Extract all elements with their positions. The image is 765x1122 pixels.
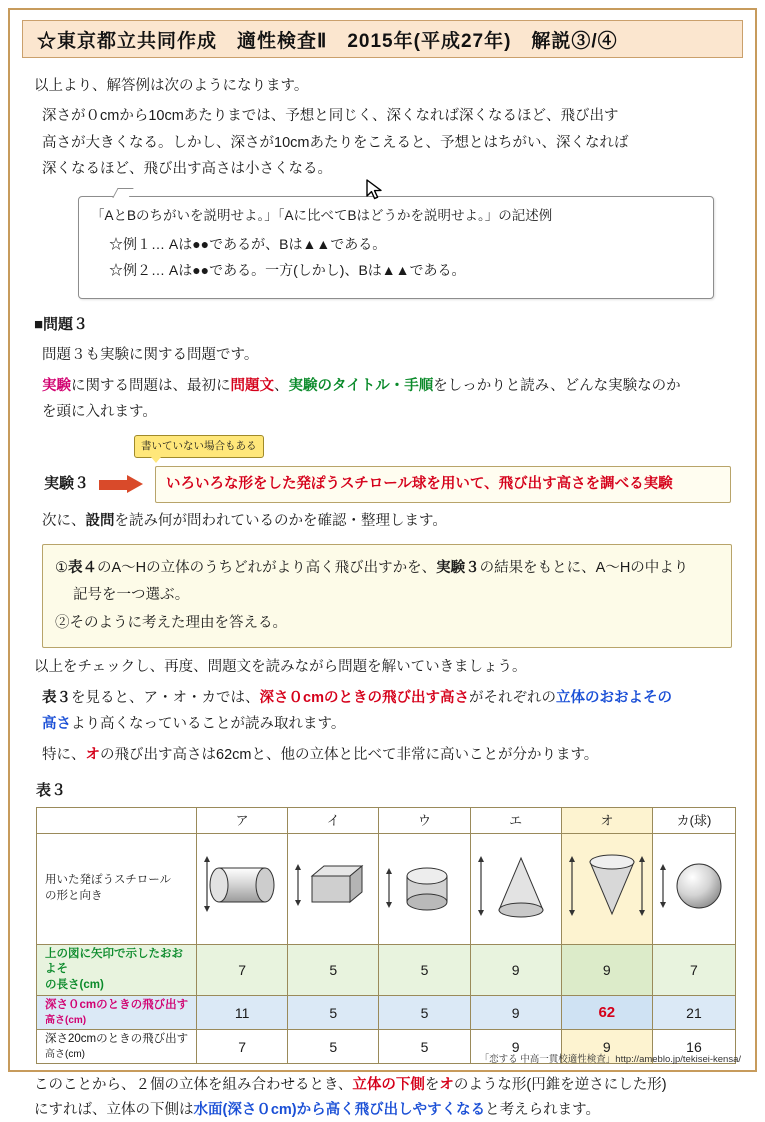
row-label-depth0 [37, 996, 197, 1030]
row1-value-o: 9 [561, 944, 652, 996]
row-label-depth20 [37, 1030, 197, 1064]
shape-cell-rectangular-prism [288, 833, 379, 944]
shape-cell-cone-down [561, 833, 652, 944]
cl-frag3: のような形(円錐を逆さにした形) [453, 1077, 667, 1094]
row2-value-ka: 21 [652, 996, 735, 1030]
sphere-icon [655, 836, 735, 936]
problem3-line-3: を頭に入れます。 [42, 404, 157, 421]
table-header-row [37, 807, 736, 833]
cylinder-vertical-icon [381, 836, 469, 936]
shape-cell-sphere [652, 833, 735, 944]
experiment3-row [44, 466, 731, 503]
keyword-question-text: 問題文 [230, 377, 274, 394]
problem3-line-1: 問題３も実験に関する問題です。 [42, 347, 259, 364]
header-cell-e: エ [470, 807, 561, 833]
document-page [8, 8, 757, 1118]
table-row-depth0 [37, 996, 736, 1030]
closing-line-2 [34, 1099, 731, 1122]
row1-value-i: 5 [288, 944, 379, 996]
ab-frag2: がそれぞれの [468, 689, 556, 706]
ab-frag5: の飛び出す高さは62cmと、他の立体と比べて非常に高いことが分かります。 [100, 746, 599, 763]
after-box-line-4 [42, 744, 731, 767]
ab-frag4: 特に、 [42, 746, 86, 763]
shape-cell-cylinder-horizontal [197, 833, 288, 944]
rectangular-prism-icon [290, 836, 378, 936]
after-box-line-3 [42, 713, 731, 736]
ref-table3: 表３ [42, 689, 71, 706]
row1-value-e: 9 [470, 944, 561, 996]
intro-line-1: 以上より、解答例は次のようになります。 [34, 78, 309, 94]
row2-label-main: 深さ０cmのときの飛び出す [45, 999, 189, 1012]
row2-value-e: 9 [470, 996, 561, 1030]
row2-value-i: 5 [288, 996, 379, 1030]
document-body [10, 58, 755, 1122]
header-cell-i: イ [288, 807, 379, 833]
row1-value-a: 7 [197, 944, 288, 996]
ab-frag1: を見ると、ア・オ・カでは、 [71, 689, 260, 706]
row3-value-a: 7 [197, 1030, 288, 1064]
highlight-solid-height-2: 高さ [42, 716, 71, 733]
q1-frag1: のA～Hの立体のうちどれがより高く飛び出すかを、 [97, 559, 437, 576]
quote-box-heading: 「AとBのちがいを説明せよ。」「Aに比べてBはどうかを説明せよ。」の記述例 [91, 207, 553, 223]
question-item-1-cont: 記号を一つ選ぶ。 [73, 587, 190, 604]
problem3-line-4 [42, 510, 731, 533]
question-summary-box [42, 544, 732, 648]
cl-o: オ [439, 1077, 454, 1094]
header-cell-a: ア [197, 807, 288, 833]
experiment3-label: 実験３ [44, 475, 90, 493]
shape-row-label [37, 833, 197, 944]
text-frag-1: に関する問題は、最初に [71, 377, 231, 394]
footer-credit: 「恋する 中高一貫校適性検査」http://ameblo.jp/tekisei-kensa/ [479, 1054, 741, 1065]
cl-lower-side: 立体の下側 [352, 1077, 425, 1094]
row1-label-sub: の長さ(cm) [45, 978, 104, 991]
cl-frag1: このことから、２個の立体を組み合わせるとき、 [34, 1077, 353, 1094]
cl-frag4: にすれば、立体の下側は [34, 1101, 194, 1118]
table-3 [36, 807, 736, 1065]
after-box-line-2 [42, 687, 731, 710]
row3-label-sub: 高さ(cm) [45, 1048, 85, 1060]
keyword-setsumon: 設問 [85, 513, 115, 530]
intro-line-2: 深さが０cmから10cmあたりまでは、予想と同じく、深くなれば深くなるほど、飛び出す [42, 108, 619, 125]
right-arrow-icon [99, 476, 145, 494]
cylinder-horizontal-icon [199, 836, 287, 936]
row3-value-i: 5 [288, 1030, 379, 1064]
problem3-line-2 [42, 375, 731, 398]
question-item-2: ②そのように考えた理由を答える。 [55, 614, 287, 631]
shape-cell-cone-up [470, 833, 561, 944]
row3-value-u: 5 [379, 1030, 470, 1064]
shape-cell-cylinder-vertical [379, 833, 470, 944]
row2-value-a: 11 [197, 996, 288, 1030]
q1-number: ① [55, 559, 68, 576]
experiment3-description: いろいろな形をした発ぽうスチロール球を用いて、飛び出す高さを調べる実験 [155, 466, 731, 503]
row1-value-ka: 7 [652, 944, 735, 996]
cone-up-icon [473, 836, 561, 936]
quote-tail [112, 188, 133, 198]
highlight-o: オ [85, 746, 100, 763]
closing-line-1 [34, 1074, 731, 1097]
quote-box [78, 196, 714, 299]
row1-label-main: 上の図に矢印で示したおおよそ [45, 947, 183, 976]
page-title: ☆東京都立共同作成 適性検査Ⅱ 2015年(平成27年) 解説③/④ [22, 20, 743, 58]
shape-row-label-line1: 用いた発ぽうスチロール [45, 874, 172, 887]
ab-frag3: より高くなっていることが読み取れます。 [71, 716, 346, 733]
section-heading-problem3: ■問題３ [34, 316, 89, 334]
table-row-arrow-length [37, 944, 736, 996]
mouse-cursor-icon [365, 178, 387, 202]
row3-value-ka: 16 [652, 1030, 735, 1064]
text-frag-4: 次に、 [42, 513, 86, 530]
row3-label-main: 深さ20cmのときの飛び出す [45, 1033, 189, 1046]
row2-label-sub: 高さ(cm) [45, 1014, 87, 1026]
header-cell-o: オ [561, 807, 652, 833]
highlight-depth0: 深さ０cmのときの飛び出す高さ [259, 689, 469, 706]
row1-value-u: 5 [379, 944, 470, 996]
text-frag-2: 、 [274, 377, 289, 394]
quote-example-2: ☆例２… Aは●●である。一方(しかし)、Bは▲▲である。 [109, 262, 466, 279]
row2-value-o: 62 [561, 996, 652, 1030]
cl-frag5: と考えられます。 [485, 1101, 600, 1118]
shape-row-label-line2: の形と向き [45, 889, 103, 902]
question-item-1 [55, 557, 719, 580]
cl-frag2: を [424, 1077, 440, 1094]
after-box-line-1: 以上をチェックし、再度、問題文を読みながら問題を解いていきましょう。 [34, 659, 527, 676]
row-label-arrow-length [37, 944, 197, 996]
note-bubble: 書いていない場合もある [134, 435, 264, 458]
text-frag-3: をしっかりと読み、どんな実験なのか [433, 377, 681, 394]
highlight-solid-height-1: 立体のおおよその [555, 689, 672, 706]
header-cell-ka: カ(球) [652, 807, 735, 833]
cone-down-icon [564, 836, 652, 936]
cl-highlight: 水面(深さ０cm)から高く飛び出しやすくなる [193, 1101, 486, 1118]
quote-example-1: ☆例１… Aは●●であるが、Bは▲▲である。 [109, 235, 387, 252]
intro-line-3: 高さが大きくなる。しかし、深さが10cmあたりをこえると、予想とはちがい、深くなれば [42, 134, 629, 151]
header-cell-u: ウ [379, 807, 470, 833]
text-frag-5: を読み何が問われているのかを確認・整理します。 [114, 513, 447, 530]
q1-table4: 表４ [68, 559, 97, 576]
header-cell-blank [37, 807, 197, 833]
row2-value-u: 5 [379, 996, 470, 1030]
keyword-experiment-title: 実験のタイトル・手順 [288, 377, 434, 394]
keyword-experiment: 実験 [42, 377, 71, 394]
intro-line-4: 深くなるほど、飛び出す高さは小さくなる。 [42, 161, 332, 178]
row3-value-e: 9 [470, 1030, 561, 1064]
q1-frag2: の結果をもとに、A～Hの中より [479, 559, 689, 576]
row3-value-o: 9 [561, 1030, 652, 1064]
table-shape-row [37, 833, 736, 944]
table3-label: 表３ [36, 782, 67, 800]
q1-experiment3: 実験３ [436, 559, 480, 576]
